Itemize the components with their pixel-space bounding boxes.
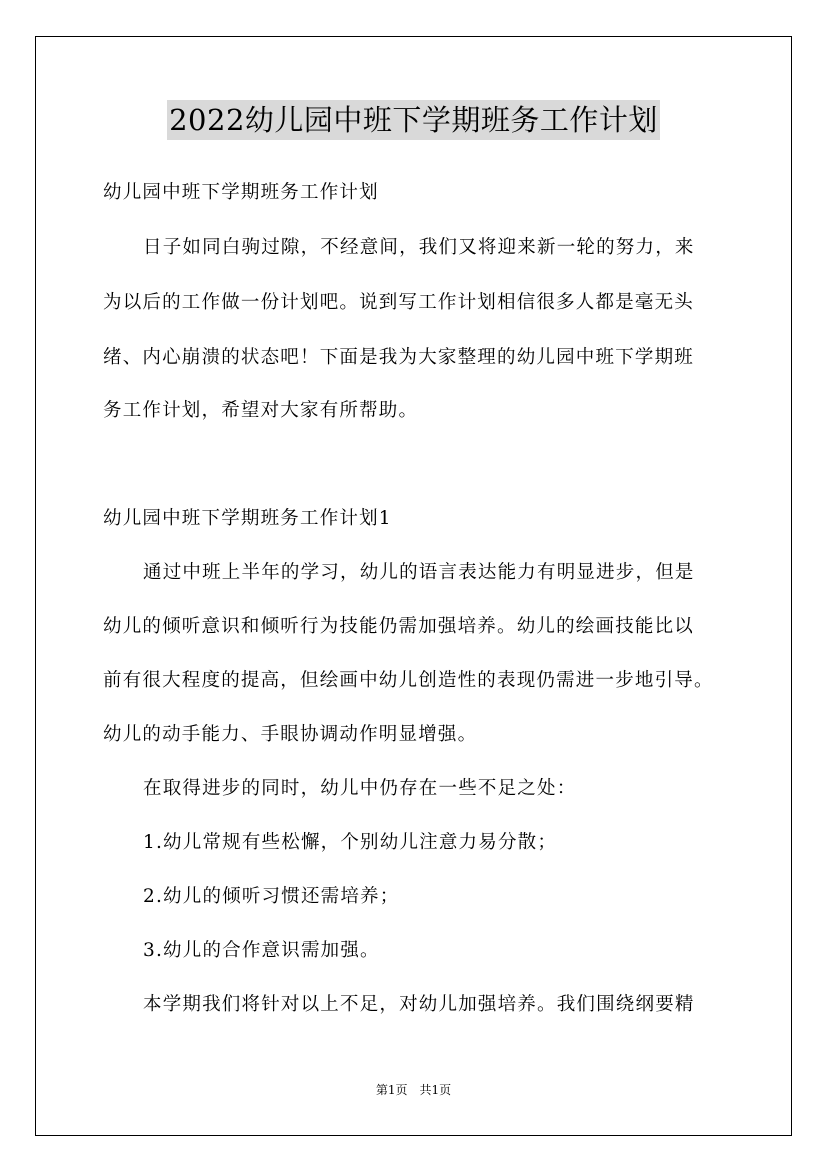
- paragraph-line: 幼儿的动手能力、手眼协调动作明显增强。: [103, 724, 478, 745]
- section-heading: 幼儿园中班下学期班务工作计划: [103, 182, 379, 203]
- paragraph-line: 在取得进步的同时，幼儿中仍存在一些不足之处：: [143, 778, 577, 799]
- paragraph-line: 通过中班上半年的学习，幼儿的语言表达能力有明显进步，但是: [143, 562, 695, 583]
- list-item: 2.幼儿的倾听习惯还需培养；: [143, 886, 400, 907]
- list-item: 3.幼儿的合作意识需加强。: [143, 940, 380, 961]
- section-heading: 幼儿园中班下学期班务工作计划1: [103, 508, 392, 529]
- paragraph-line: 务工作计划，希望对大家有所帮助。: [103, 400, 419, 421]
- paragraph-line: 日子如同白驹过隙，不经意间，我们又将迎来新一轮的努力，来: [143, 237, 695, 258]
- paragraph-line: 幼儿的倾听意识和倾听行为技能仍需加强培养。幼儿的绘画技能比以: [103, 616, 695, 637]
- paragraph-line: 本学期我们将针对以上不足，对幼儿加强培养。我们围绕纲要精: [143, 994, 695, 1015]
- document-title: 2022幼儿园中班下学期班务工作计划: [167, 100, 660, 140]
- paragraph-line: 绪、内心崩溃的状态吧！下面是我为大家整理的幼儿园中班下学期班: [103, 347, 695, 368]
- paragraph-line: 前有很大程度的提高，但绘画中幼儿创造性的表现仍需进一步地引导。: [103, 670, 714, 691]
- page-number-footer: 第1页 共1页: [375, 1083, 452, 1097]
- title-container: [0, 100, 827, 140]
- list-item: 1.幼儿常规有些松懈，个别幼儿注意力易分散；: [143, 832, 558, 853]
- paragraph-line: 为以后的工作做一份计划吧。说到写工作计划相信很多人都是毫无头: [103, 292, 695, 313]
